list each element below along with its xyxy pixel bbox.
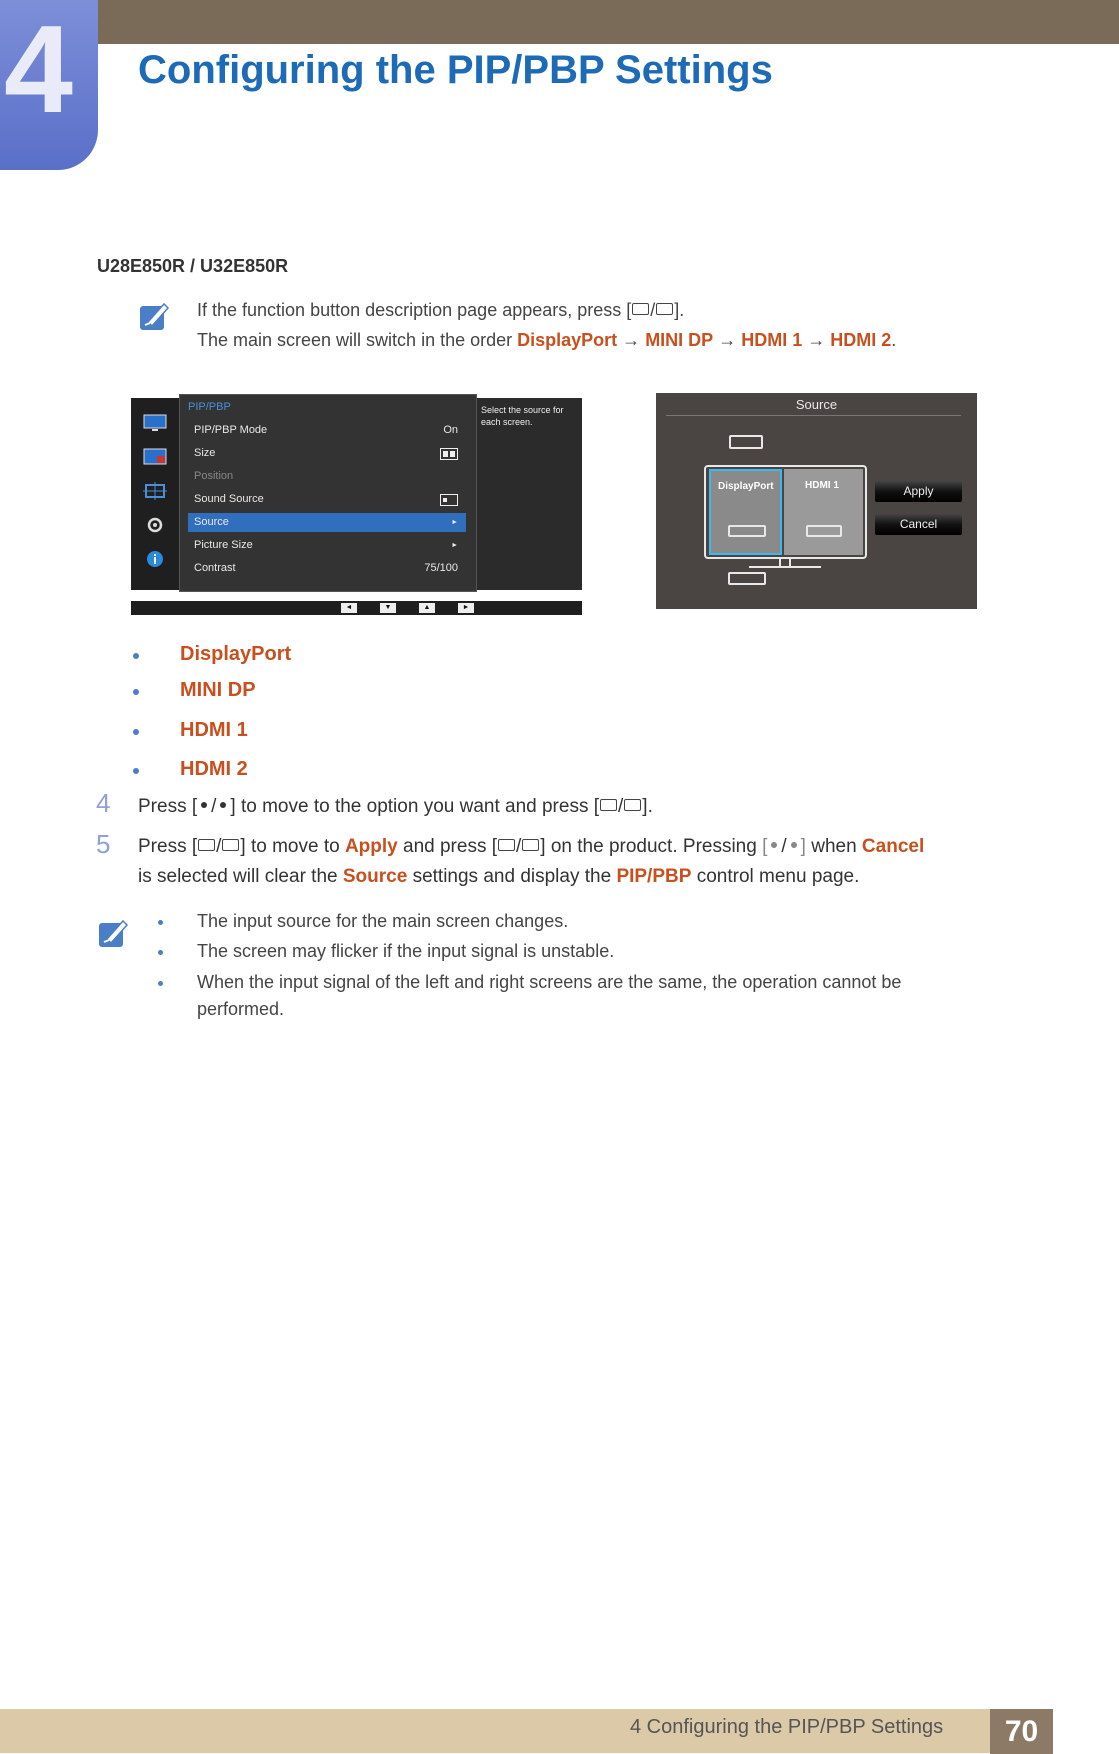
step-5-text-line-2: [138, 866, 859, 888]
order-mini-dp: MINI DP: [645, 330, 714, 350]
right-screen-label: HDMI 1: [805, 480, 839, 491]
osd-row-arrow: ►: [451, 542, 458, 549]
pip-icon: [143, 448, 167, 466]
osd-menu: [179, 394, 477, 592]
up-button-icon: [771, 842, 777, 848]
note-line-1-text: If the function button description page appears, press [: [197, 300, 632, 320]
bullet-dot: [133, 653, 139, 659]
apply-term: Apply: [344, 836, 398, 857]
left-port-icon: [728, 525, 766, 537]
apply-button[interactable]: Apply: [875, 481, 962, 502]
list-item-text: DisplayPort: [180, 643, 292, 665]
step-text-part: Press [: [138, 796, 198, 817]
bullet-dot: [133, 768, 139, 774]
up-button-icon: [201, 802, 207, 808]
page-number: 70: [990, 1709, 1053, 1754]
source-dialog-title: Source: [795, 397, 838, 412]
order-hdmi-2: HDMI 2: [830, 330, 892, 350]
chapter-tab: [0, 0, 98, 170]
size-icon: [440, 448, 458, 460]
nav-up-button[interactable]: ▲: [419, 603, 435, 613]
list-item-text: HDMI 1: [180, 719, 248, 741]
step-text-part: and press [: [397, 836, 498, 857]
osd-row-arrow: ►: [451, 519, 458, 526]
down-button-icon: [220, 802, 226, 808]
bullet-dot: [158, 950, 163, 955]
port-top-icon: [729, 435, 763, 449]
enter-button-icon: [222, 839, 239, 851]
port-bottom-icon: [728, 572, 766, 585]
enter-button-icon: [624, 799, 641, 811]
arrow: →: [622, 330, 641, 350]
picture-icon: [143, 414, 167, 432]
osd-row-label: Contrast: [194, 562, 236, 574]
chapter-number: 4: [4, 1, 73, 139]
osd-row-source[interactable]: [188, 513, 466, 532]
arrow: →: [807, 330, 826, 350]
enter-button-icon: [522, 839, 539, 851]
note-line-1: If the function button description page appears, press [ / ].: [197, 300, 685, 320]
osd-row-size[interactable]: [188, 444, 466, 463]
source-button-icon: [632, 303, 649, 315]
osd-row-value: On: [443, 424, 458, 436]
footer-text: 4 Configuring the PIP/PBP Settings: [630, 1716, 944, 1738]
osd-row-pip-mode[interactable]: [188, 421, 466, 440]
osd-row-position: [188, 467, 466, 486]
step-text-part: control menu page.: [691, 866, 860, 887]
list-item-text: MINI DP: [180, 679, 256, 701]
bullet-dot: [158, 981, 163, 986]
osd-row-label: Size: [194, 447, 216, 459]
order-hdmi-1: HDMI 1: [741, 330, 803, 350]
osd-nav-bar: [131, 601, 582, 615]
note-line-2-end: .: [891, 330, 897, 350]
position-icon: [143, 482, 167, 500]
osd-row-value: 75/100: [424, 562, 458, 574]
osd-row-label: PIP/PBP Mode: [194, 424, 268, 436]
info-icon: [143, 550, 167, 568]
step-text-part: settings and display the: [407, 866, 617, 887]
step-text-part: ].: [642, 796, 653, 817]
note-item-text: The screen may flicker if the input signal is unstable.: [197, 941, 615, 961]
step-text-part: when: [805, 836, 862, 857]
down-button-icon: [791, 842, 797, 848]
step-text-part: is selected will clear the: [138, 866, 343, 887]
pip-pbp-term: PIP/PBP: [616, 866, 692, 887]
osd-row-picture-size[interactable]: [188, 536, 466, 555]
arrow: →: [718, 330, 737, 350]
divider: [666, 415, 961, 416]
step-number: 5: [96, 829, 111, 859]
source-term: Source: [342, 866, 408, 887]
osd-help-text: Select the source for each screen.: [481, 405, 564, 427]
step-text-part: ] on the product. Pressing: [540, 836, 763, 857]
settings-gear-icon: [143, 516, 167, 534]
list-item-text: HDMI 2: [180, 758, 248, 780]
note-line-1-end: ].: [674, 300, 685, 320]
cancel-term: Cancel: [861, 836, 925, 857]
osd-screenshot: [131, 396, 582, 616]
step-text-part: ] to move to the option you want and press [: [230, 796, 600, 817]
left-screen-label: DisplayPort: [718, 481, 774, 492]
osd-row-label: Source: [194, 516, 229, 528]
note-item-text: The input source for the main screen changes.: [197, 911, 569, 931]
chapter-title: Configuring the PIP/PBP Settings: [138, 48, 773, 92]
step-text-part: Press [: [138, 836, 198, 857]
source-button-icon: [198, 839, 215, 851]
model-heading: U28E850R / U32E850R: [97, 256, 289, 276]
step-5-text-line-1: Press [ / ] to move to Apply and press [ / ] on the product. Pressing [ / ] when Cancel: [138, 836, 925, 857]
note-line-2: [197, 330, 896, 351]
note-icon: [138, 300, 170, 332]
monitor-stand-base: [749, 566, 821, 568]
note-line-2-prefix: The main screen will switch in the order: [197, 330, 518, 350]
sound-source-icon: [440, 494, 458, 506]
bullet-dot: [133, 729, 139, 735]
note-icon: [97, 917, 129, 949]
bullet-dot: [133, 689, 139, 695]
osd-row-label: Picture Size: [194, 539, 253, 551]
bullet-dot: [158, 920, 163, 925]
nav-left-button[interactable]: ◄: [341, 603, 357, 613]
step-text-part: ] to move to: [240, 836, 345, 857]
osd-row-contrast[interactable]: [188, 559, 466, 578]
osd-icon-bar: [131, 398, 179, 590]
note-item-text: performed.: [197, 999, 285, 1019]
enter-button-icon: [656, 303, 673, 315]
source-button-icon: [498, 839, 515, 851]
step-4-text: Press [ / ] to move to the option you want and press [ / ].: [138, 796, 653, 817]
osd-title: PIP/PBP: [188, 401, 231, 413]
source-dialog-screenshot: [656, 393, 977, 609]
nav-right-button[interactable]: ►: [458, 603, 474, 613]
osd-row-sound-source[interactable]: [188, 490, 466, 509]
source-button-icon: [600, 799, 617, 811]
osd-row-label: Position: [194, 470, 234, 482]
nav-down-button[interactable]: ▼: [380, 603, 396, 613]
header-bar: [0, 0, 1119, 44]
osd-row-label: Sound Source: [194, 493, 264, 505]
note-item-text: When the input signal of the left and right screens are the same, the operation cannot be: [197, 972, 902, 992]
cancel-button[interactable]: Cancel: [875, 514, 962, 535]
order-displayport: DisplayPort: [517, 330, 618, 350]
step-number: 4: [96, 788, 111, 818]
right-port-icon: [806, 525, 842, 537]
